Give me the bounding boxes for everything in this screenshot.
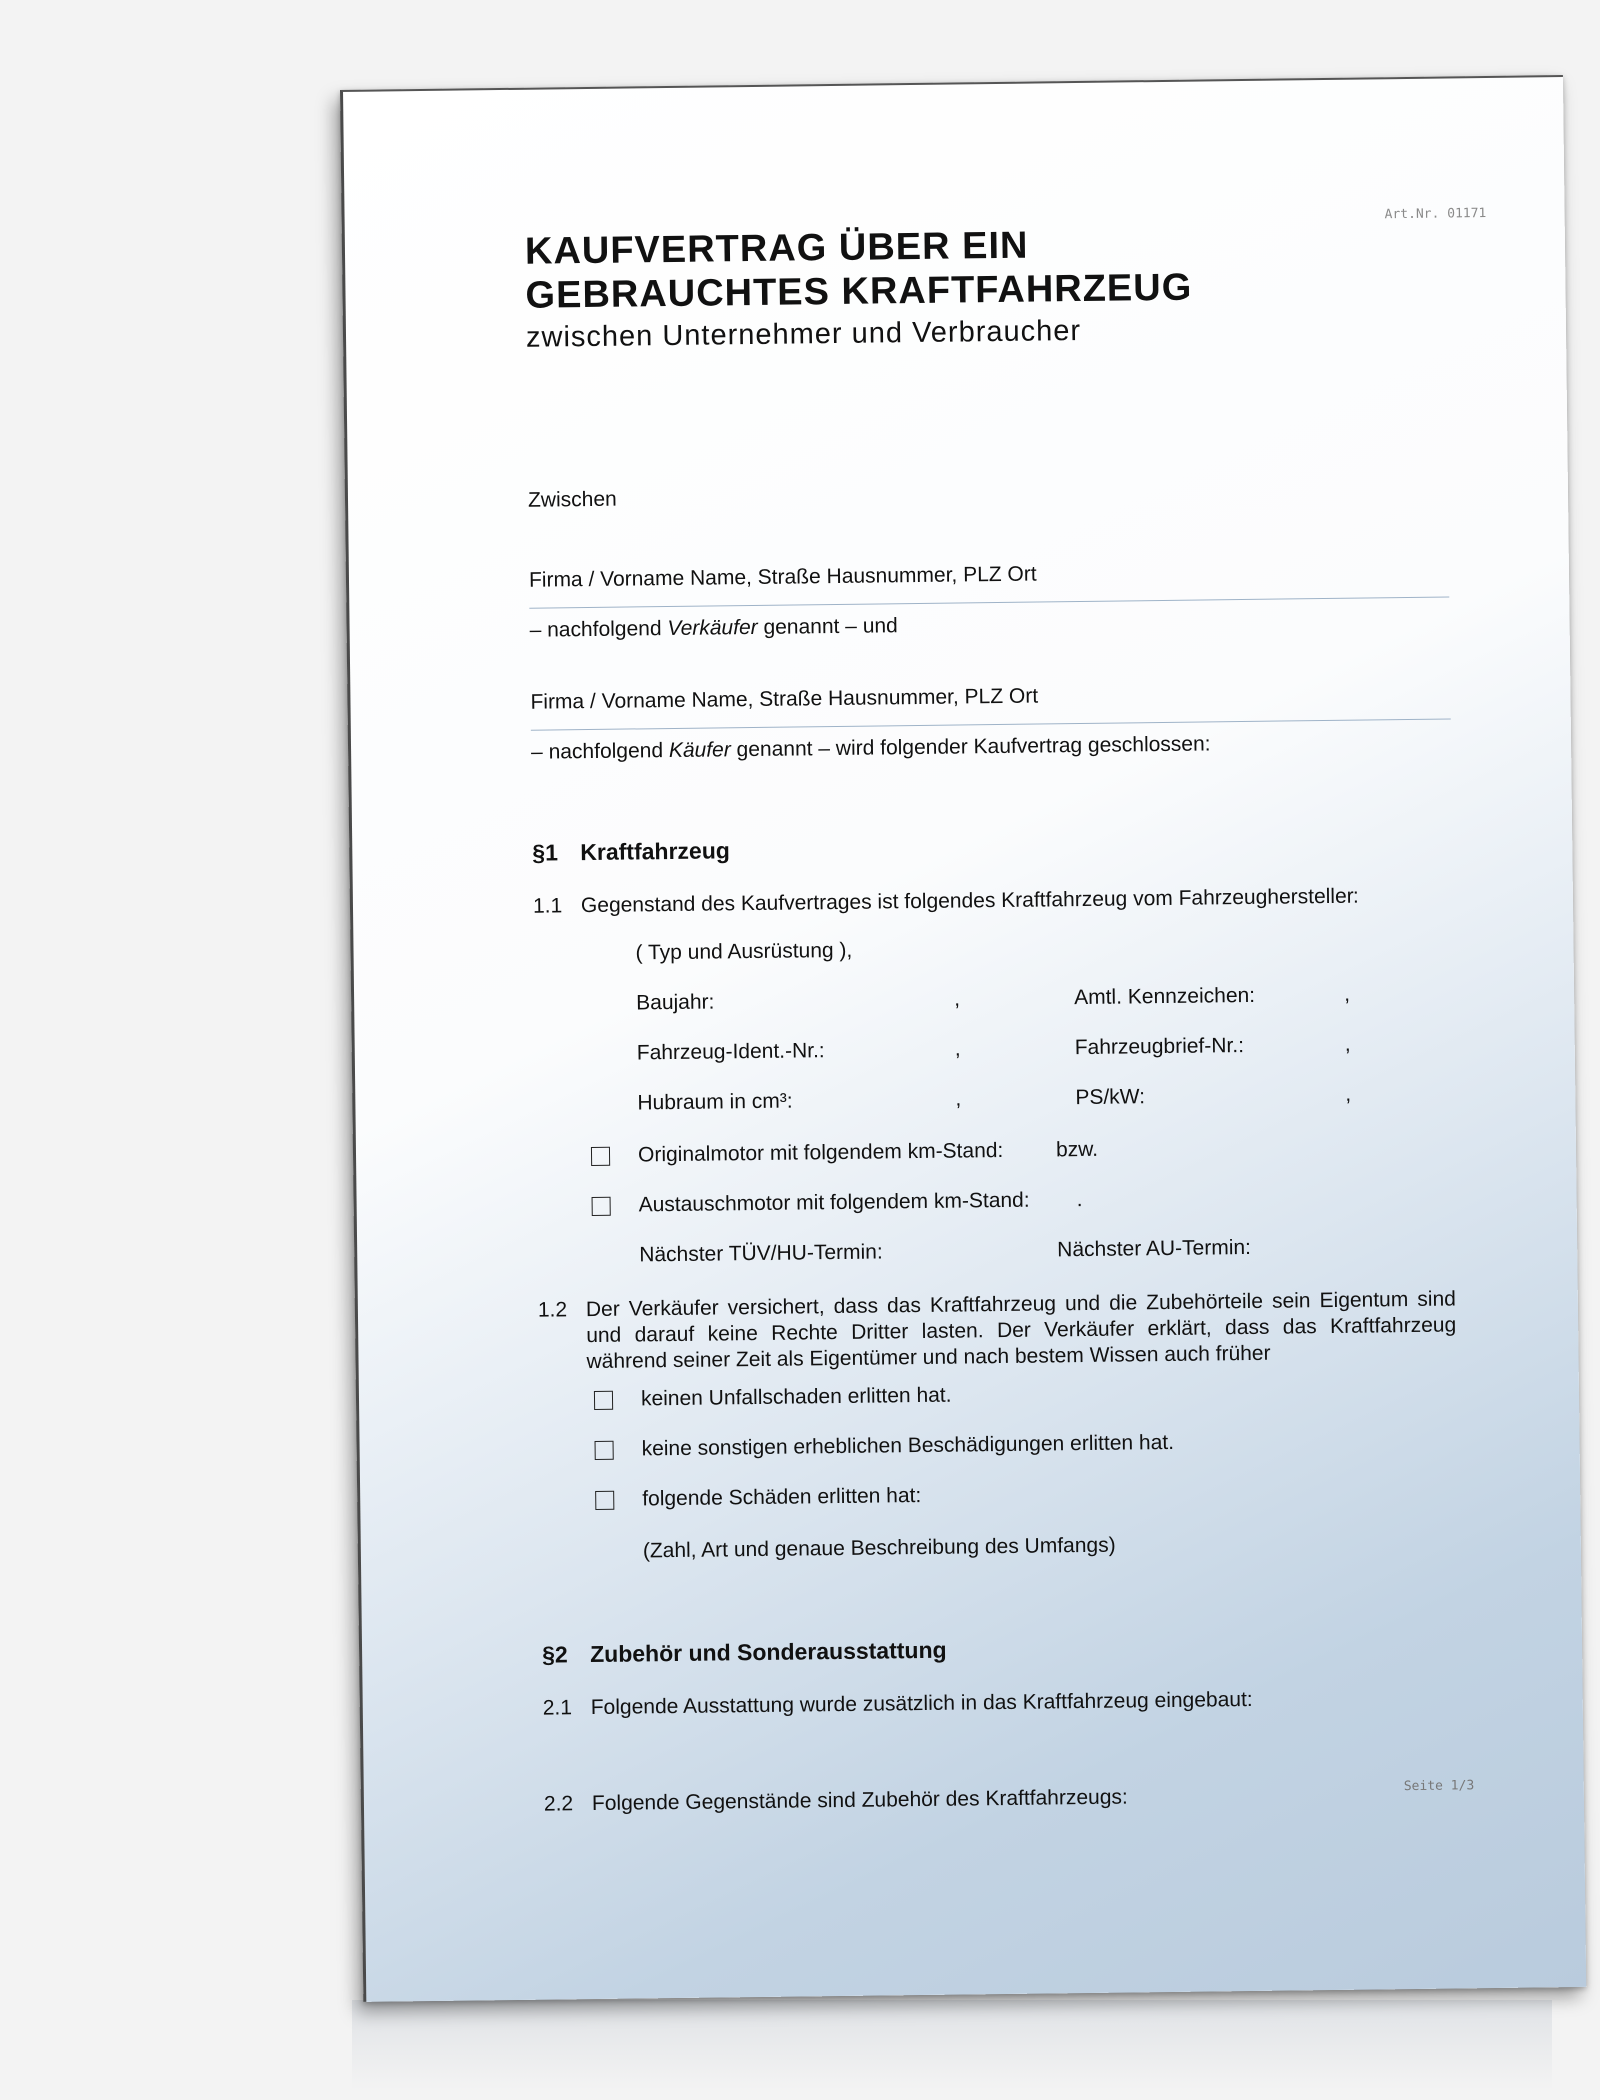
option-keine-beschaedigungen: keine sonstigen erheblichen Beschädigungen erlitten hat. <box>641 1430 1175 1461</box>
party1-role <box>529 613 897 643</box>
checkbox-originalmotor[interactable] <box>591 1147 610 1166</box>
option-schaeden-note: (Zahl, Art und genaue Beschreibung des Umfangs) <box>642 1533 1116 1563</box>
p22-number: 2.2 <box>543 1792 574 1816</box>
p11-colon: : <box>1352 884 1359 908</box>
hubraum-comma: , <box>955 1087 962 1111</box>
party1-address: Firma / Vorname Name, Straße Hausnummer, PLZ Ort <box>528 562 1037 592</box>
intro-zwischen: Zwischen <box>527 487 617 512</box>
p12-number: 1.2 <box>537 1298 568 1322</box>
label-ident-nr: Fahrzeug-Ident.-Nr.: <box>636 1039 825 1065</box>
baujahr-comma: , <box>954 987 961 1011</box>
party1-role-suffix: genannt – und <box>757 614 898 639</box>
page-reflection <box>352 2000 1552 2090</box>
section1-heading: Kraftfahrzeug <box>580 837 730 866</box>
party2-address: Firma / Vorname Name, Straße Hausnummer, PLZ Ort <box>530 684 1039 714</box>
label-tuev: Nächster TÜV/HU-Termin: <box>639 1240 883 1267</box>
label-brief-nr: Fahrzeugbrief-Nr.: <box>1074 1034 1245 1060</box>
checkbox-austauschmotor[interactable] <box>592 1197 611 1216</box>
brief-nr-comma: , <box>1344 1032 1351 1056</box>
title-line-2: GEBRAUCHTES KRAFTFAHRZEUG <box>525 266 1193 317</box>
option-kein-unfallschaden: keinen Unfallschaden erlitten hat. <box>640 1383 952 1411</box>
document-title <box>525 221 1226 318</box>
party2-role-name: Käufer <box>668 738 731 763</box>
section2-number: §2 <box>541 1641 568 1668</box>
label-kennzeichen: Amtl. Kennzeichen: <box>1074 983 1256 1010</box>
p11-text: Gegenstand des Kaufvertrages ist folgendes Kraftfahrzeug vom Fahrzeughersteller <box>580 884 1354 918</box>
party1-rule <box>529 596 1449 608</box>
party2-role-suffix: genannt – wird folgender Kaufvertrag geschlossen: <box>730 732 1211 762</box>
checkbox-kein-unfallschaden[interactable] <box>594 1391 613 1410</box>
type-line: ( Typ und Ausrüstung ), <box>635 938 853 965</box>
option-folgende-schaeden: folgende Schäden erlitten hat: <box>642 1484 922 1511</box>
label-ps-kw: PS/kW: <box>1075 1085 1146 1110</box>
party2-role <box>531 731 1211 765</box>
party1-role-prefix: – nachfolgend <box>529 617 668 642</box>
page-number: Seite 1/3 <box>1403 1778 1475 1795</box>
p21-text: Folgende Ausstattung wurde zusätzlich in das Kraftfahrzeug eingebaut: <box>590 1687 1253 1720</box>
p22-text: Folgende Gegenstände sind Zubehör des Kraftfahrzeugs: <box>591 1785 1128 1816</box>
p11-number: 1.1 <box>532 894 563 918</box>
article-number: Art.Nr. 01171 <box>1384 206 1487 223</box>
kennzeichen-comma: , <box>1343 982 1351 1006</box>
title-line-1: KAUFVERTRAG ÜBER EIN <box>524 224 1029 273</box>
label-originalmotor: Originalmotor mit folgendem km-Stand: <box>637 1138 1004 1167</box>
bzw-text: bzw. <box>1055 1137 1099 1162</box>
checkbox-folgende-schaeden[interactable] <box>595 1491 614 1510</box>
document-subtitle: zwischen Unternehmer und Verbraucher <box>525 314 1082 354</box>
label-au: Nächster AU-Termin: <box>1057 1235 1252 1262</box>
section2-heading: Zubehör und Sonderausstattung <box>589 1636 947 1668</box>
label-hubraum: Hubraum in cm³: <box>637 1089 793 1115</box>
label-austauschmotor: Austauschmotor mit folgendem km-Stand: <box>638 1188 1030 1217</box>
austausch-period: . <box>1076 1188 1083 1212</box>
section1-number: §1 <box>532 839 559 866</box>
p21-number: 2.1 <box>542 1696 573 1720</box>
party2-rule <box>531 718 1451 730</box>
p12-text: Der Verkäufer versichert, dass das Kraftfahrzeug und die Zubehörteile sein Eigentum sind und darauf keine Rechte Dritter lasten. Der Verkäufer erklärt, dass das Kraftfahrzeug während seiner Zeit als Eigentümer und nach bestem Wissen auch früher <box>585 1287 1457 1374</box>
label-baujahr: Baujahr: <box>636 990 715 1015</box>
party1-role-name: Verkäufer <box>667 615 758 641</box>
ps-kw-comma: , <box>1345 1082 1352 1106</box>
ident-nr-comma: , <box>954 1037 961 1061</box>
contract-page <box>340 75 1586 2002</box>
party2-role-prefix: – nachfolgend <box>530 739 670 764</box>
checkbox-keine-beschaedigungen[interactable] <box>595 1441 614 1460</box>
